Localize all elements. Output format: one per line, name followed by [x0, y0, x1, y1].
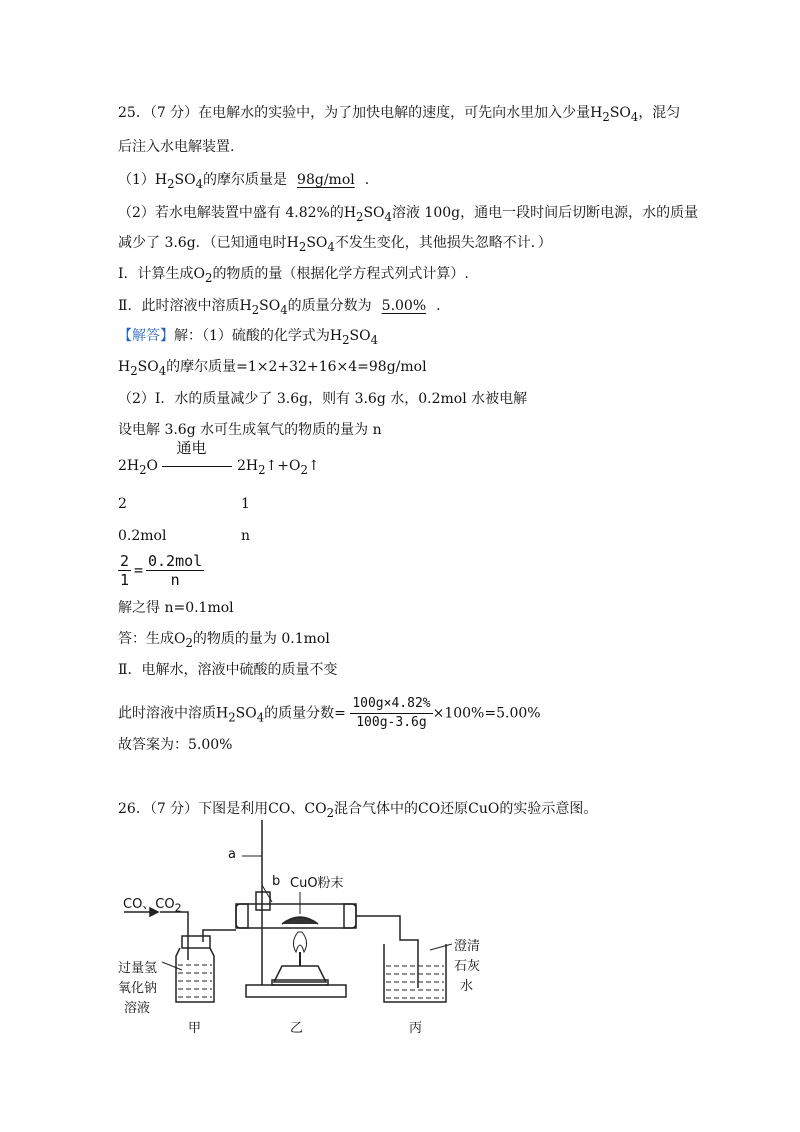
q25-title-line2: 后注入水电解装置. — [118, 139, 235, 155]
tube-stopper-right — [344, 904, 356, 928]
proportion: $\frac{2}{1}$ = 0.2mol n — [120, 552, 203, 589]
q25-step2: （2）Ⅰ．水的质量减少了 3.6g，则有 3.6g 水，0.2mol 水被电解 — [118, 391, 528, 407]
q25-solve: 解之得 n=0.1mol — [118, 600, 234, 616]
q25-part-II: Ⅱ．此时溶液中溶质$H_2SO_4$的质量分数为 5.00% . — [118, 298, 441, 317]
q25-part2-line2: 减少了 3.6g．（已知通电时$H_2SO_4$不发生变化，其他损失忽略不计．） — [118, 235, 552, 254]
q25-part1: $(1)H_2SO_4$的摩尔质量是 98g/mol . — [118, 172, 370, 191]
beaker — [384, 944, 446, 1002]
q25-calc: 此时溶液中溶质$H_2SO_4$的质量分数= $\frac{100g\times 4.82\%}{100g-3.6g}$ ×100%=5.00% — [118, 696, 541, 730]
q25-assume: 设电解 3.6g 水可生成氧气的物质的量为 n — [118, 422, 382, 438]
equation-arrow — [162, 439, 232, 476]
label-limewater-3: 水 — [460, 979, 474, 994]
q25-final: 故答案为：5.00% — [118, 737, 233, 753]
stand-base — [246, 985, 346, 997]
flame — [293, 932, 306, 952]
label-bing: 丙 — [409, 1021, 423, 1036]
cuo-powder — [282, 917, 318, 924]
q25-part1-answer: 98g/mol — [297, 172, 355, 188]
q25-II: Ⅱ．电解水，溶液中硫酸的质量不变 — [118, 662, 338, 678]
ratio-amount-oxygen: n — [241, 528, 251, 544]
electrolysis-equation: $2H_2O$ 通电 $2H_2↑+O_2↑$ — [118, 439, 320, 477]
q25-part-I: Ⅰ．计算生成$O_2$的物质的量（根据化学方程式列式计算）. — [118, 266, 469, 285]
ratio-amount-water: 0.2mol — [118, 528, 167, 544]
solution-tag: 【解答】 — [118, 328, 174, 344]
label-naoh-3: 溶液 — [124, 1001, 151, 1016]
label-jia: 甲 — [188, 1021, 202, 1036]
label-limewater-1: 澄清 — [454, 939, 481, 954]
ratio-coef-water: 2 — [118, 496, 127, 512]
q25-part2: （2）若水电解装置中盛有 4.82%的$H_2SO_4$溶液 100g，通电一段时间后切断电源，水的质量 — [118, 205, 699, 224]
q25-answer-I: 答：生成$O_2$的物质的量为 0.1mol — [118, 631, 330, 650]
ratio-coef-oxygen: 1 — [241, 496, 250, 512]
label-limewater-2: 石灰 — [454, 959, 481, 974]
label-a: a — [228, 847, 236, 862]
label-naoh-2: 氧化钠 — [118, 981, 158, 996]
label-b: b — [272, 874, 281, 889]
label-naoh-1: 过量氢 — [118, 961, 158, 976]
washing-bottle — [176, 948, 214, 1002]
q26-title: 26．（7 分）下图是利用CO、$CO_2$混合气体中的CO还原CuO的实验示意图。 — [118, 801, 598, 820]
outlet-tube — [356, 916, 418, 988]
label-cuo: CuO粉末 — [290, 876, 344, 891]
bottle-stopper — [182, 936, 210, 948]
q25-molar-mass: $H_2SO_4$的摩尔质量=1×2+32+16×4=98g/mol — [118, 359, 427, 378]
q25-title: 25．（7 分）在电解水的实验中，为了加快电解的速度，可先向水里加入少量$H_2SO_4$，混匀 — [118, 105, 681, 124]
label-gas: CO、$CO_2$ — [123, 897, 182, 915]
equation-condition: 通电 — [176, 439, 207, 457]
tube-stopper-left — [236, 904, 248, 928]
label-yi: 乙 — [290, 1021, 304, 1036]
mass-fraction: $\frac{100g\times 4.82\%}{100g-3.6g}$ — [352, 696, 431, 730]
q25-solution-intro: 【解答】解：（1）硫酸的化学式为$H_2SO_4$ — [118, 328, 379, 347]
q25-part-II-answer: 5.00% — [381, 298, 427, 314]
reaction-tube — [236, 904, 356, 928]
